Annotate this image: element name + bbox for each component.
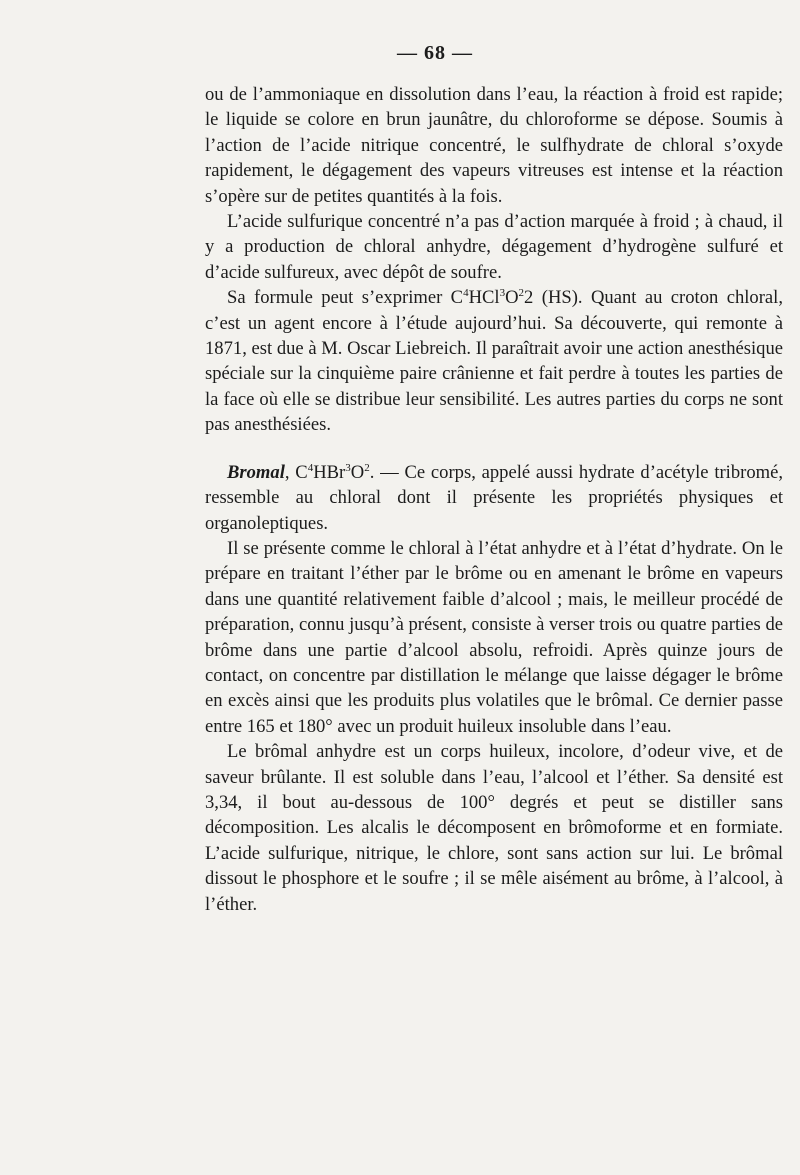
paragraph-4-bromal — [205, 460, 783, 536]
paragraph-2: L’acide sulfurique concentré n’a pas d’action marquée à froid ; à chaud, il y a production de chloral anhydre, dégagement d’hydrogène sulfuré et d’acide sulfureux, avec dépôt de soufre. — [205, 211, 783, 283]
bromal-formula-prefix: , C — [284, 461, 308, 483]
bromal-formula-sup-2: 3 — [345, 461, 351, 474]
body-text — [205, 82, 783, 917]
paragraph-1: ou de l’ammoniaque en dissolution dans l’eau, la réaction à froid est rapide; le liquide se colore en brun jaunâtre, du chloroforme se dépose. Soumis à l’action de l’acide nitrique concentré, le sulfhydrate de chloral s’oxyde rapidement, le dégagement des vapeurs vitreuses est intense et la réaction s’opère sur de petites quantités à la fois. — [205, 84, 783, 207]
section-gap — [205, 438, 783, 460]
formula-sup-3: 2 — [518, 287, 525, 300]
page-number: — 68 — — [397, 42, 473, 64]
paragraph-5: Il se présente comme le chloral à l’état anhydre et à l’état d’hydrate. On le prépare en traitant l’éther par le brôme ou en amenant le brôme en vapeurs dans une quantité relativement faible d’alcool ; mais, le meilleur procédé de préparation, connu jusqu’à présent, consiste à verser trois ou quatre parties de brôme dans une partie d’alcool absolu, refroidi. Après quinze jours de contact, on concentre par distillation le mélange que laisse dégager le brôme en excès ainsi que les produits plus volatiles que le brômal. Ce dernier passe entre 165 et 180° avec un produit huileux insoluble dans l’eau. — [205, 537, 783, 737]
bromal-formula-suffix: . — Ce corps, appelé aussi hydrate d’acétyle tribromé, ressemble au chloral dont il présente les propriétés physiques et organoleptiques. — [205, 461, 783, 534]
bromal-formula-sup-3: 2 — [364, 461, 370, 474]
bromal-formula-sup-1: 4 — [307, 461, 314, 474]
formula-mid-2: O — [505, 287, 519, 309]
formula-mid-1: HCl — [468, 287, 500, 309]
bromal-formula-mid-1: HBr — [313, 461, 346, 483]
formula-suffix: 2 (HS). Quant au croton chloral, c’est un agent encore à l’étude aujourd’hui. Sa découverte, qui remonte à 1871, est due à M. Oscar Liebreich. Il paraîtrait avoir une action anesthésique spéciale sur la cinquième paire crânienne et fait perdre à toutes les parties de la face où elle se distribue leur sensibilité. Les autres parties du corps ne sont pas anesthésiées. — [205, 287, 783, 436]
formula-prefix: Sa formule peut s’exprimer C — [227, 287, 464, 309]
bromal-formula-mid-2: O — [350, 461, 365, 483]
formula-sup-1: 4 — [463, 287, 469, 300]
paragraph-6: Le brômal anhydre est un corps huileux, incolore, d’odeur vive, et de saveur brûlante. Il est soluble dans l’eau, l’alcool et l’éther. Sa densité est 3,34, il bout au-dessous de 100° degrés et peut se distiller sans décomposition. Les alcalis le décomposent en brômoforme et en formiate. L’acide sulfurique, nitrique, le chlore, sont sans action sur lui. Le brômal dissout le phosphore et le soufre ; il se mêle aisément au brôme, à l’alcool, à l’éther. — [205, 741, 783, 915]
section-title-bromal: Bromal — [227, 461, 285, 483]
formula-sup-2: 3 — [499, 287, 506, 300]
paragraph-3 — [205, 285, 783, 437]
